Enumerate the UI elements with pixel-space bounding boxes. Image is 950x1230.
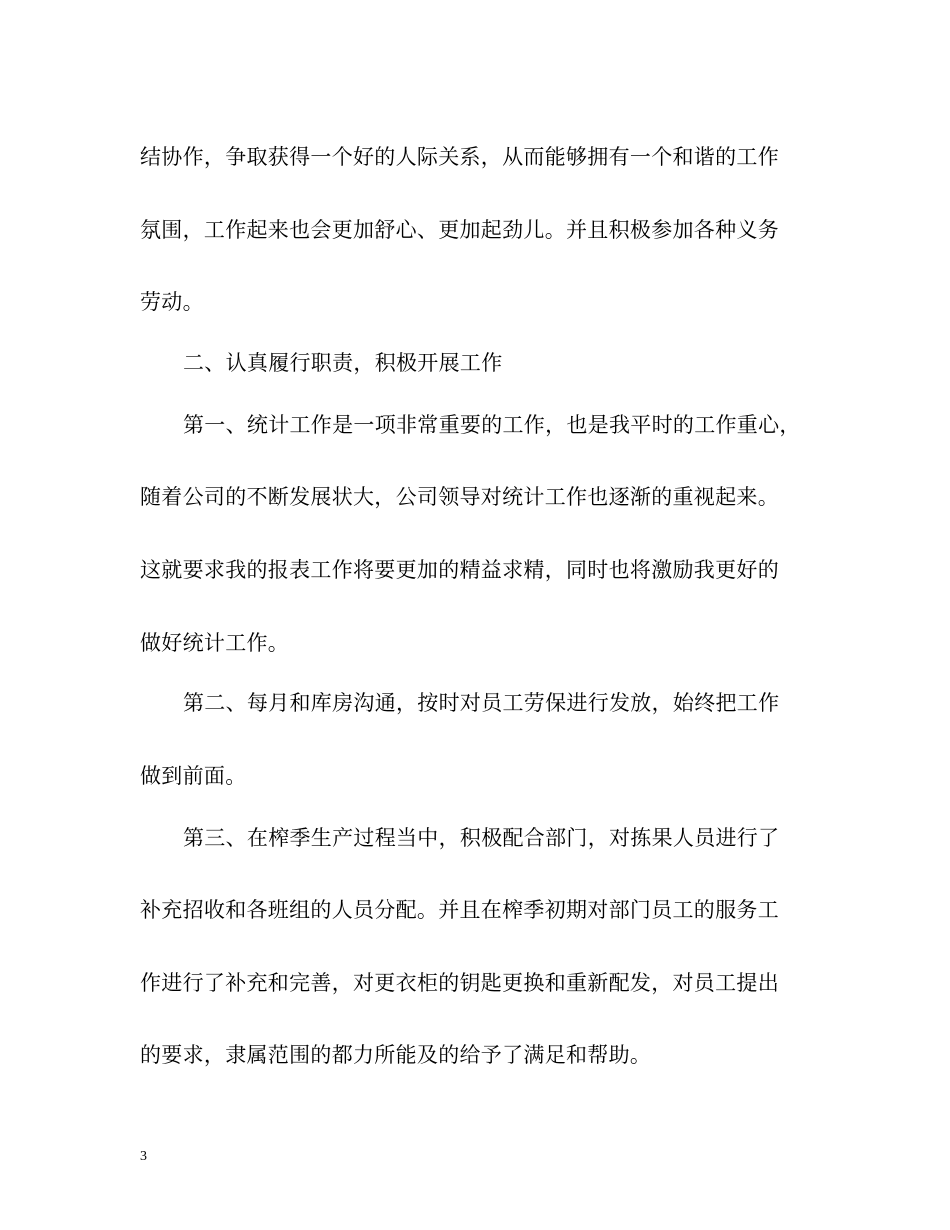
paragraph-line: 第二、每月和库房沟通，按时对员工劳保进行发放，始终把工作	[183, 691, 780, 715]
paragraph-line: 第一、统计工作是一项非常重要的工作，也是我平时的工作重心，	[183, 413, 801, 437]
paragraph-line: 随着公司的不断发展状大，公司领导对统计工作也逐渐的重视起来。	[140, 485, 779, 509]
paragraph-line: 做到前面。	[140, 764, 247, 788]
paragraph-line: 这就要求我的报表工作将要更加的精益求精，同时也将激励我更好的	[140, 558, 779, 582]
paragraph-line: 氛围，工作起来也会更加舒心、更加起劲儿。并且积极参加各种义务	[140, 218, 779, 242]
paragraph-line: 第三、在榨季生产过程当中，积极配合部门，对拣果人员进行了	[183, 826, 780, 850]
paragraph-line: 做好统计工作。	[140, 631, 290, 655]
paragraph-line: 的要求，隶属范围的都力所能及的给予了满足和帮助。	[140, 1043, 652, 1067]
paragraph-line: 劳动。	[140, 290, 204, 314]
paragraph-line: 结协作，争取获得一个好的人际关系，从而能够拥有一个和谐的工作	[140, 145, 779, 169]
paragraph-line: 作进行了补充和完善，对更衣柜的钥匙更换和重新配发，对员工提出	[140, 971, 779, 995]
section-heading: 二、认真履行职责，积极开展工作	[183, 351, 503, 375]
paragraph-line: 补充招收和各班组的人员分配。并且在榨季初期对部门员工的服务工	[140, 898, 779, 922]
page-number: 3	[140, 1149, 147, 1164]
